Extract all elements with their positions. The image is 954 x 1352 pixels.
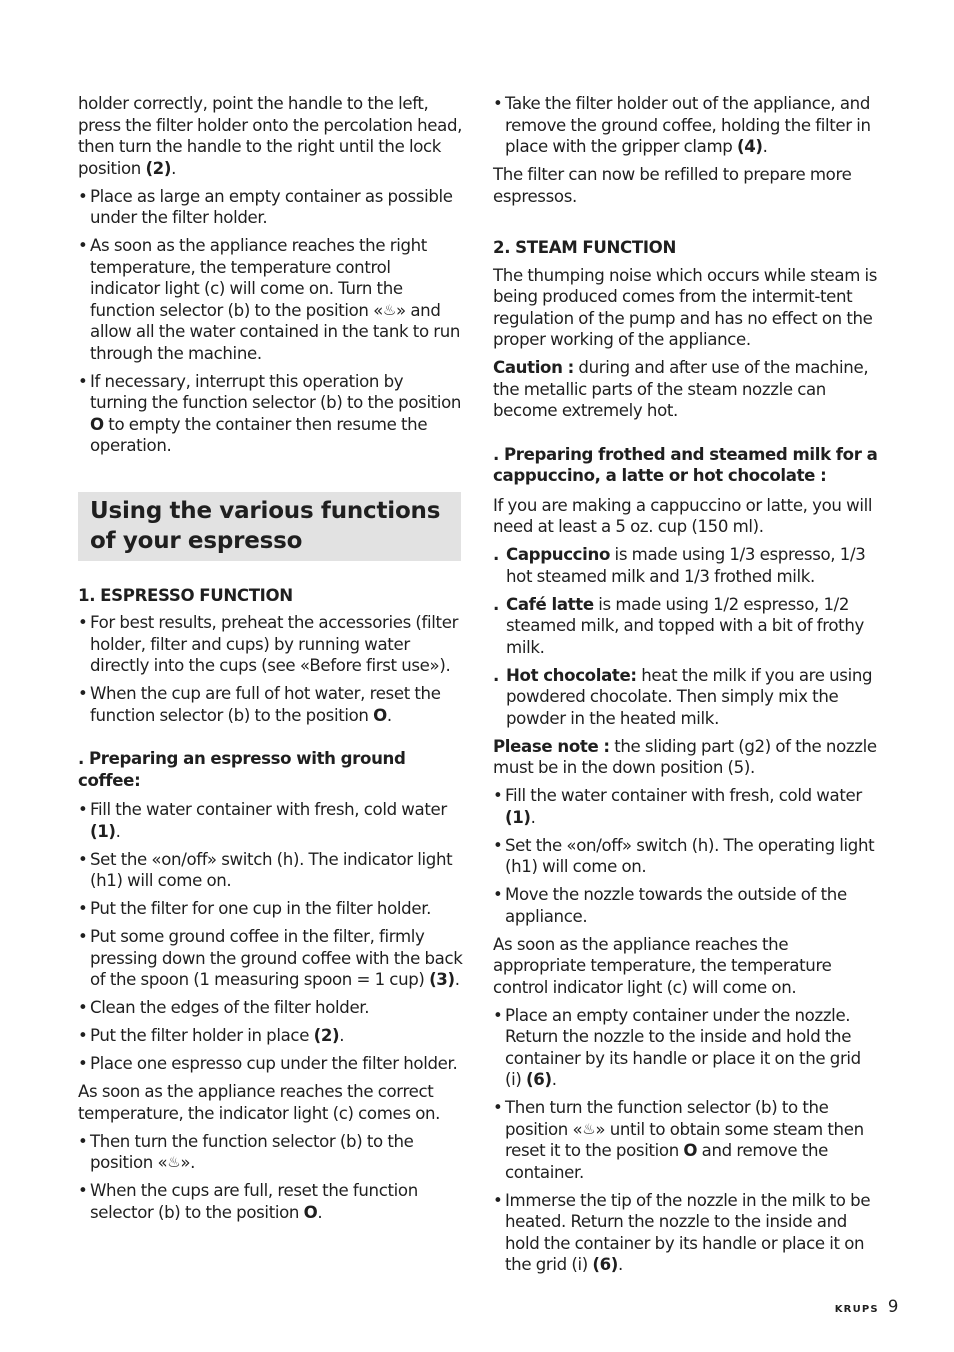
- section-heading-espresso: 1. ESPRESSO FUNCTION: [78, 585, 293, 605]
- bullet-icon: •: [78, 800, 88, 819]
- page-number: 9: [887, 1297, 898, 1316]
- list-item: • When the cups are full, reset the function selector (b) to the position O.: [78, 1181, 418, 1222]
- bullet-icon: •: [78, 849, 88, 869]
- section-heading-steam: 2. STEAM FUNCTION: [493, 238, 676, 257]
- list-item: • Move the nozzle towards the outside of the appliance.: [493, 885, 847, 926]
- continued-paragraph: holder correctly, point the handle to the left, press the filter holder onto the percolation head, then turn the handle to the right until the lock position (2).: [78, 94, 463, 178]
- left-column: [78, 93, 464, 1230]
- bullet-icon: •: [78, 899, 88, 918]
- list-item: • Fill the water container with fresh, cold water (1).: [493, 786, 862, 827]
- bullet-icon: •: [493, 1005, 503, 1025]
- list-item: • Place as large an empty container as possible under the filter holder.: [78, 186, 453, 227]
- right-column: [493, 93, 879, 1282]
- list-item: • Set the «on/off» switch (h). The operating light (h1) will come on.: [493, 835, 875, 876]
- list-item: • As soon as the appliance reaches the right temperature, the temperature control indicator light (c) will come on. Turn the function selector (b) to the position «♨» and allow all the water contained in the tank to run through the machine.: [78, 236, 461, 363]
- bullet-icon: •: [493, 1098, 503, 1117]
- subheading-frothed-milk: . Preparing frothed and steamed milk for a cappuccino, a latte or hot chocolate :: [493, 444, 878, 485]
- coffee-cup-icon: ♨: [382, 300, 397, 319]
- bullet-icon: •: [78, 613, 88, 632]
- list-item: • Put the filter for one cup in the filter holder.: [78, 899, 432, 918]
- steam-icon: ♨: [582, 1119, 596, 1138]
- coffee-cup-icon: ♨: [167, 1153, 181, 1171]
- list-item: • Then turn the function selector (b) to the position «♨» until to obtain some steam then reset it to the position O and remove the container.: [493, 1098, 864, 1182]
- bullet-icon: •: [78, 998, 88, 1017]
- bullet-icon: •: [493, 94, 503, 113]
- bullet-icon: •: [78, 236, 88, 255]
- paragraph: As soon as the appliance reaches the appropriate temperature, the temperature control indicator light (c) will come on.: [493, 934, 832, 997]
- note-paragraph: Please note : the sliding part (g2) of the nozzle must be in the down position (5).: [493, 736, 877, 777]
- list-item: • Then turn the function selector (b) to the position «♨».: [78, 1131, 414, 1172]
- list-item: . Café latte is made using 1/2 espresso, 1/2 steamed milk, and topped with a bit of frothy milk.: [493, 594, 864, 657]
- list-item: • Put the filter holder in place (2).: [78, 1026, 345, 1045]
- list-item: • Place an empty container under the nozzle. Return the nozzle to the inside and hold the container by its handle or place it on the grid (i) (6).: [493, 1005, 861, 1089]
- list-item: . Hot chocolate: heat the milk if you are using powdered chocolate. Then simply mix the powder in the heated milk.: [493, 665, 873, 728]
- list-item: • Place one espresso cup under the filter holder.: [78, 1054, 458, 1073]
- paragraph: The thumping noise which occurs while steam is being produced comes from the intermit-tent regulation of the pump and has no effect on the proper working of the appliance.: [493, 265, 878, 349]
- paragraph: The filter can now be refilled to prepare more espressos.: [493, 165, 852, 206]
- list-item: • Set the «on/off» switch (h). The indicator light (h1) will come on.: [78, 849, 453, 890]
- bullet-icon: •: [78, 927, 88, 946]
- paragraph: If you are making a cappuccino or latte, you will need at least a 5 oz. cup (150 ml).: [493, 495, 873, 536]
- bullet-icon: •: [78, 371, 88, 391]
- bullet-icon: •: [78, 684, 88, 703]
- subheading-ground-coffee: . Preparing an espresso with ground coffee:: [78, 749, 406, 790]
- bullet-icon: •: [493, 885, 503, 904]
- bullet-icon: •: [78, 186, 88, 206]
- bullet-icon: •: [493, 786, 503, 805]
- list-item: . Cappuccino is made using 1/3 espresso, 1/3 hot steamed milk and 1/3 frothed milk.: [493, 545, 866, 586]
- bullet-icon: •: [78, 1131, 88, 1151]
- list-item: • Fill the water container with fresh, cold water (1).: [78, 800, 447, 841]
- list-item: • Take the filter holder out of the appliance, and remove the ground coffee, holding the filter in place with the gripper clamp (4).: [493, 94, 871, 156]
- list-item: • If necessary, interrupt this operation by turning the function selector (b) to the position O to empty the container then resume the operation.: [78, 371, 462, 455]
- section-banner: Using the various functions of your espresso: [78, 492, 461, 561]
- list-item: • For best results, preheat the accessories (filter holder, filter and cups) by running water directly into the cups (see «Before first use»).: [78, 613, 459, 675]
- brand-logo: KRUPS: [834, 1304, 879, 1315]
- bullet-icon: •: [78, 1026, 88, 1045]
- list-item: • Put some ground coffee in the filter, firmly pressing down the ground coffee with the back of the spoon (1 measuring spoon = 1 cup) (3).: [78, 927, 463, 989]
- list-item: • Clean the edges of the filter holder.: [78, 998, 370, 1017]
- bullet-icon: •: [493, 1190, 503, 1210]
- bullet-icon: •: [78, 1181, 88, 1200]
- caution-paragraph: Caution : during and after use of the machine, the metallic parts of the steam nozzle can become extremely hot.: [493, 358, 869, 420]
- bullet-icon: •: [78, 1054, 88, 1073]
- bullet-icon: •: [493, 835, 503, 855]
- paragraph: As soon as the appliance reaches the correct temperature, the indicator light (c) comes on.: [78, 1082, 441, 1123]
- list-item: • Immerse the tip of the nozzle in the milk to be heated. Return the nozzle to the inside and hold the container by its handle or place it on the grid (i) (6).: [493, 1190, 871, 1274]
- page-footer: [835, 1296, 898, 1321]
- list-item: • When the cup are full of hot water, reset the function selector (b) to the position O.: [78, 684, 441, 725]
